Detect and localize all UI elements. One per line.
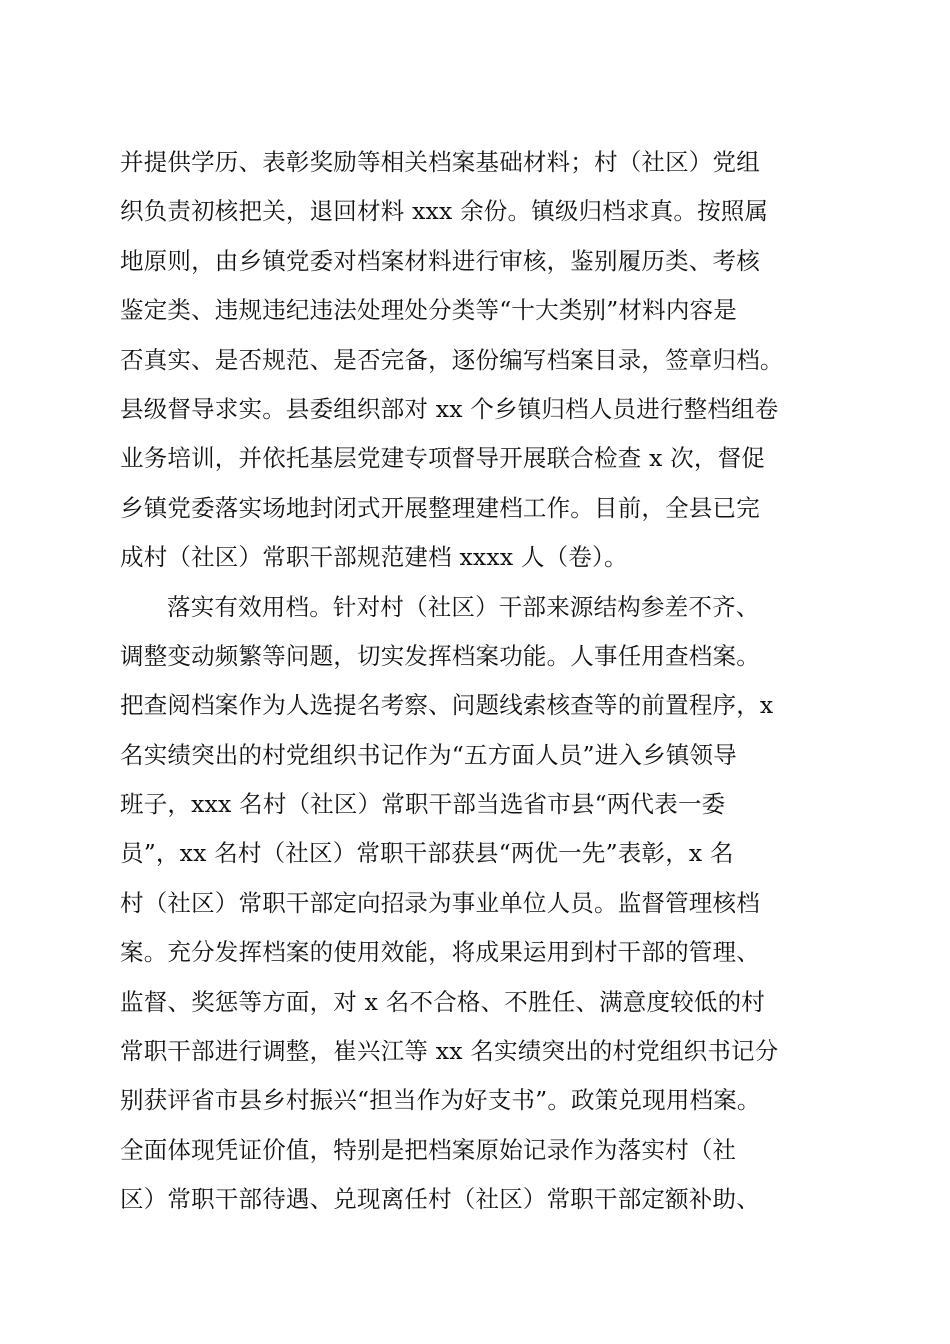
text-line: 监督、奖惩等方面，对 x 名不合格、不胜任、满意度较低的村 <box>120 987 765 1016</box>
text-line: 把查阅档案作为人选提名考察、问题线索核查等的前置程序，x <box>120 691 774 720</box>
text-line: 区）常职干部待遇、兑现离任村（社区）常职干部定额补助、 <box>120 1185 760 1214</box>
text-line: 员”，xx 名村（社区）常职干部获县“两优一先”表彰，x 名 <box>120 839 734 868</box>
text-line: 鉴定类、违规违纪违法处理处分类等“十大类别”材料内容是 <box>120 296 737 325</box>
text-line: 县级督导求实。县委组织部对 xx 个乡镇归档人员进行整档组卷 <box>120 394 779 423</box>
body-text <box>120 138 850 1225</box>
text-line: 织负责初核把关，退回材料 xxx 余份。镇级归档求真。按照属 <box>120 197 769 226</box>
text-line: 乡镇党委落实场地封闭式开展整理建档工作。目前，全县已完 <box>120 493 760 522</box>
text-line: 名实绩突出的村党组织书记作为“五方面人员”进入乡镇领导 <box>120 740 737 769</box>
text-line: 并提供学历、表彰奖励等相关档案基础材料；村（社区）党组 <box>120 148 760 176</box>
text-line: 成村（社区）常职干部规范建档 xxxx 人（卷）。 <box>120 543 628 572</box>
text-line: 地原则，由乡镇党委对档案材料进行审核，鉴别履历类、考核 <box>120 246 760 275</box>
text-line: 班子，xxx 名村（社区）常职干部当选省市县“两代表一委 <box>120 790 726 819</box>
text-line: 村（社区）常职干部定向招录为事业单位人员。监督管理核档 <box>120 888 760 917</box>
text-line: 否真实、是否规范、是否完备，逐份编写档案目录，签章归档。 <box>120 345 784 374</box>
text-line: 案。充分发挥档案的使用效能，将成果运用到村干部的管理、 <box>120 938 760 967</box>
text-line: 全面体现凭证价值，特别是把档案原始记录作为落实村（社 <box>120 1135 737 1164</box>
text-line: 调整变动频繁等问题，切实发挥档案功能。人事任用查档案。 <box>120 641 760 670</box>
text-line: 别获评省市县乡村振兴“担当作为好支书”。政策兑现用档案。 <box>120 1086 761 1115</box>
text-line: 业务培训，并依托基层党建专项督导开展联合检查 x 次，督促 <box>120 444 765 473</box>
text-line: 常职干部进行调整，崔兴江等 xx 名实绩突出的村党组织书记分 <box>120 1037 779 1066</box>
paragraph-start-line: 落实有效用档。针对村（社区）干部来源结构参差不齐、 <box>167 592 760 621</box>
